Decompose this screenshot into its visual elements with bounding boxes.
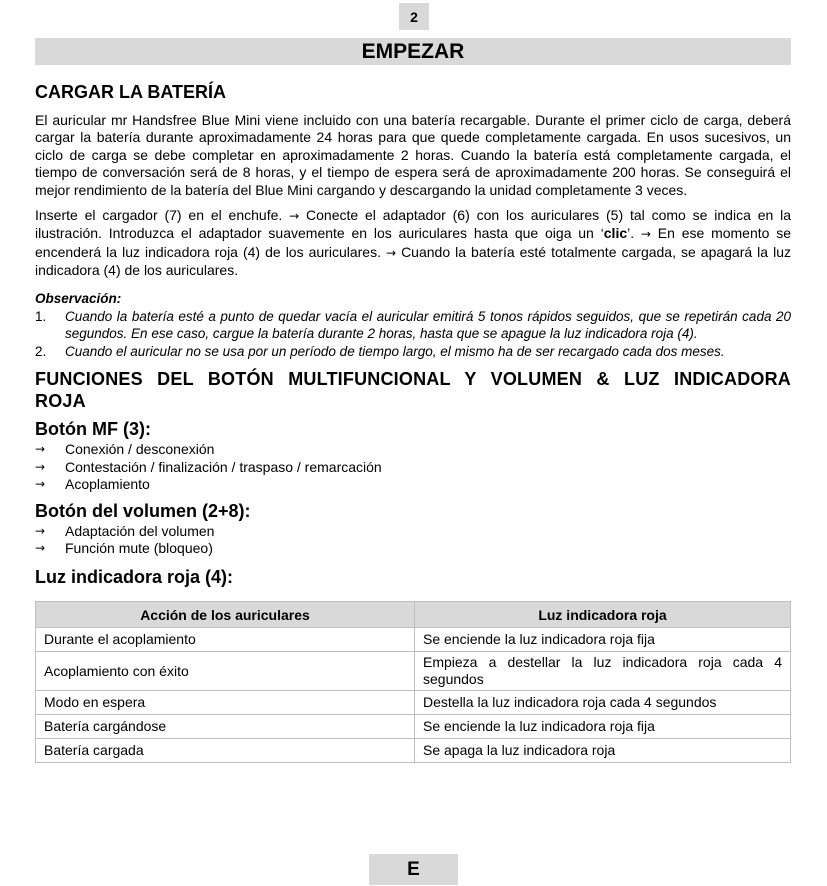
note-item bbox=[35, 308, 791, 342]
arrow-icon: → bbox=[385, 245, 397, 260]
step-led-off: Cuando la batería esté totalmente cargada, se apagará la luz indicadora (4) de los auriculares. bbox=[35, 243, 791, 279]
note-item bbox=[35, 343, 791, 360]
section-title: EMPEZAR bbox=[35, 38, 791, 65]
list-item-text: Adaptación del volumen bbox=[65, 522, 215, 539]
list-item bbox=[35, 540, 791, 558]
step-insert-charger: Inserte el cargador (7) en el enchufe. bbox=[35, 207, 283, 224]
arrow-icon: → bbox=[35, 541, 46, 556]
table-cell: Modo en espera bbox=[36, 691, 415, 715]
charge-heading: CARGAR LA BATERÍA bbox=[35, 82, 226, 102]
language-tab: E bbox=[369, 854, 458, 885]
table-cell: Batería cargada bbox=[36, 739, 415, 763]
step-connect-adapter-end: ’. bbox=[627, 225, 635, 242]
list-item bbox=[35, 459, 791, 477]
table-row bbox=[36, 715, 791, 739]
table-row bbox=[36, 691, 791, 715]
mf-button-title: Botón MF (3): bbox=[35, 419, 151, 440]
table-header-led: Luz indicadora roja bbox=[415, 602, 791, 628]
led-table bbox=[35, 601, 791, 763]
table-cell: Destella la luz indicadora roja cada 4 segundos bbox=[415, 691, 791, 715]
table-cell: Empieza a destellar la luz indicadora roja cada 4 segundos bbox=[415, 652, 791, 691]
table-cell: Se enciende la luz indicadora roja fija bbox=[415, 628, 791, 652]
list-item-text: Acoplamiento bbox=[65, 476, 150, 493]
arrow-icon: → bbox=[35, 442, 46, 457]
charge-paragraph-2 bbox=[35, 207, 791, 280]
mf-button-list bbox=[35, 441, 791, 494]
arrow-icon: → bbox=[640, 227, 651, 242]
list-item bbox=[35, 476, 791, 494]
list-item bbox=[35, 441, 791, 459]
step-connect-adapter: Conecte el adaptador (6) con los auriculares (5) tal como se indica en la ilustración. Introduzca el adaptador suavemente en los auriculares hasta que oiga un ‘ bbox=[35, 207, 792, 242]
table-header-action: Acción de los auriculares bbox=[36, 602, 415, 628]
arrow-icon: → bbox=[289, 209, 300, 224]
arrow-icon: → bbox=[35, 477, 46, 492]
functions-heading: FUNCIONES DEL BOTÓN MULTIFUNCIONAL Y VOLUMEN & LUZ INDICADORA ROJA bbox=[35, 369, 791, 412]
table-cell: Se apaga la luz indicadora roja bbox=[415, 739, 791, 763]
table-cell: Acoplamiento con éxito bbox=[36, 652, 415, 691]
volume-button-list bbox=[35, 523, 791, 558]
note-text: Cuando la batería esté a punto de quedar vacía el auricular emitirá 5 tonos rápidos seguidos, que se repetirán cada 20 segundos. En ese caso, cargue la batería durante 2 horas, hasta que se apague la luz indicadora roja (4). bbox=[65, 308, 791, 341]
click-word: clic bbox=[603, 225, 628, 242]
list-item bbox=[35, 523, 791, 541]
volume-button-title: Botón del volumen (2+8): bbox=[35, 500, 251, 521]
table-row bbox=[36, 628, 791, 652]
arrow-icon: → bbox=[35, 459, 46, 474]
list-item-text: Contestación / finalización / traspaso / remarcación bbox=[65, 458, 382, 475]
table-row bbox=[36, 739, 791, 763]
table-header-row bbox=[36, 602, 791, 628]
arrow-icon: → bbox=[35, 523, 46, 538]
note-number: 1. bbox=[35, 308, 47, 324]
list-item-text: Función mute (bloqueo) bbox=[65, 540, 213, 557]
led-title: Luz indicadora roja (4): bbox=[35, 566, 234, 587]
page-number: 2 bbox=[399, 3, 429, 30]
note-list bbox=[35, 308, 791, 361]
main-content bbox=[35, 80, 791, 589]
table-cell: Batería cargándose bbox=[36, 715, 415, 739]
table-cell: Durante el acoplamiento bbox=[36, 628, 415, 652]
step-led-on: En ese momento se encenderá la luz indicadora roja (4) de los auriculares. bbox=[35, 225, 792, 260]
list-item-text: Conexión / desconexión bbox=[65, 441, 215, 458]
table-cell: Se enciende la luz indicadora roja fija bbox=[415, 715, 791, 739]
note-title: Observación: bbox=[35, 290, 122, 306]
charge-paragraph-1: El auricular mr Handsfree Blue Mini viene incluido con una batería recargable. Durante el primer ciclo de carga, deberá cargar la batería durante aproximadamente 24 horas para que quede completamente cargada. En usos sucesivos, un ciclo de carga se debe completar en aproximadamente 2 horas. Cuando la batería está completamente cargada, el tiempo de conversación será de 8 horas, y el tiempo de espera será de aproximadamente 200 horas. Se conseguirá el mejor rendimiento de la batería del Blue Mini cargando y descargando la unidad completamente 3 veces. bbox=[35, 112, 791, 198]
note-text: Cuando el auricular no se usa por un período de tiempo largo, el mismo ha de ser recargado cada dos meses. bbox=[65, 344, 725, 360]
note-number: 2. bbox=[35, 344, 47, 360]
table-row bbox=[36, 652, 791, 691]
